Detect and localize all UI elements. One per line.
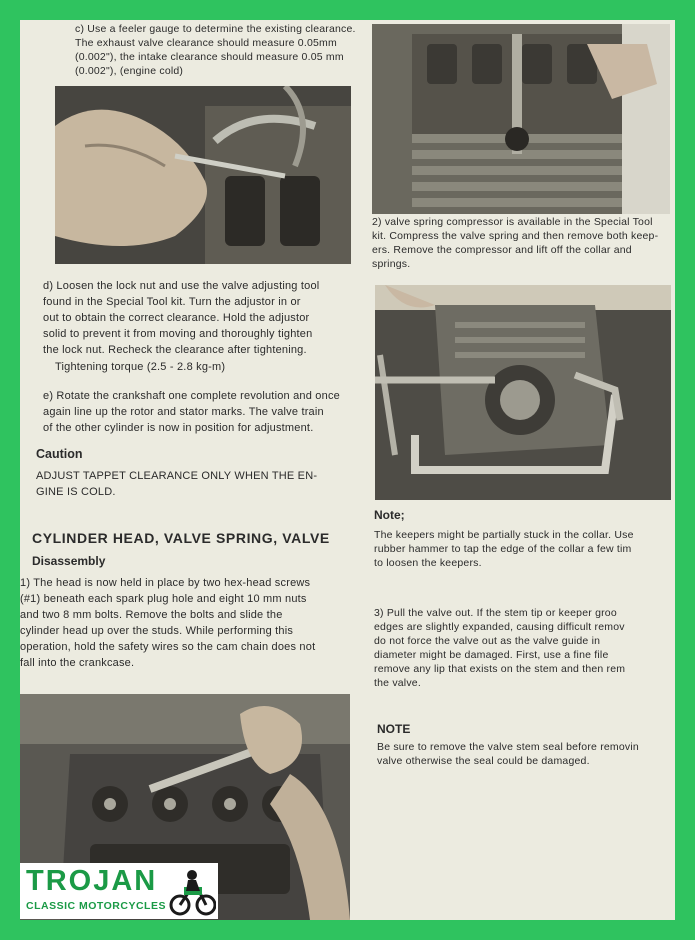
caution-text: ADJUST TAPPET CLEARANCE ONLY WHEN THE EN- GINE IS COLD.: [36, 470, 318, 498]
step-c-text: c) Use a feeler gauge to determine the existing clearance. The exhaust valve clearance should measure 0.05mm (0.002"), the intake clearance should measure 0.05 mm (0.002"), (engine cold): [75, 23, 356, 77]
caution-title: Caution: [36, 447, 83, 461]
photo-valve-spring-compressor: [372, 24, 670, 214]
note-1-text: The keepers might be partially stuck in the collar. Use rubber hammer to tap the edge of the collar a few tim to loosen the keepers.: [374, 529, 634, 569]
step-d-text: d) Loosen the lock nut and use the valve adjusting tool found in the Special Tool kit. Turn the adjustor in or out to obtain the correct clearance. Hold the adjustor solid to prevent it from moving and thoroughly tighten the lock nut. Recheck the clearance after tightening.: [43, 280, 320, 356]
step-e-text: e) Rotate the crankshaft one complete revolution and once again line up the rotor and stator marks. The valve train of the other cylinder is now in position for adjustment.: [43, 390, 340, 434]
note-2-title: NOTE: [377, 722, 411, 736]
trojan-logo: [20, 863, 218, 919]
step-d-torque: Tightening torque (2.5 - 2.8 kg-m): [55, 361, 226, 373]
manual-page: [20, 20, 675, 920]
photo-compressor-on-head: [375, 285, 671, 500]
photo-feeler-gauge: [55, 86, 351, 264]
motorcycle-icon: [168, 867, 216, 917]
note-1-title: Note;: [374, 508, 405, 522]
step-3-text: 3) Pull the valve out. If the stem tip or keeper groo edges are slightly expanded, causing difficult remov do not force the valve out as the valve guide in diameter might be damaged. First, use a fine file remove any lip that exists on the stem and then rem the valve.: [374, 607, 626, 689]
note-2-text: Be sure to remove the valve stem seal before removin valve otherwise the seal could be damaged.: [377, 741, 639, 767]
section-subtitle: Disassembly: [32, 554, 106, 568]
logo-tagline: CLASSIC MOTORCYCLES: [26, 900, 166, 912]
section-title: CYLINDER HEAD, VALVE SPRING, VALVE: [32, 530, 330, 546]
step-1-text: 1) The head is now held in place by two hex-head screws (#1) beneath each spark plug hole and eight 10 mm nuts and two 8 mm bolts. Remove the bolts and slide the cylinder head up over the studs. While performing this operation, hold the safety wires so the cam chain does not fall into the crankcase.: [20, 577, 316, 669]
step-2-text: 2) valve spring compressor is available in the Special Tool kit. Compress the valve spring and then remove both keep- ers. Remove the compressor and lift off the collar and springs.: [372, 216, 659, 270]
logo-wordmark: TROJAN: [26, 865, 158, 897]
